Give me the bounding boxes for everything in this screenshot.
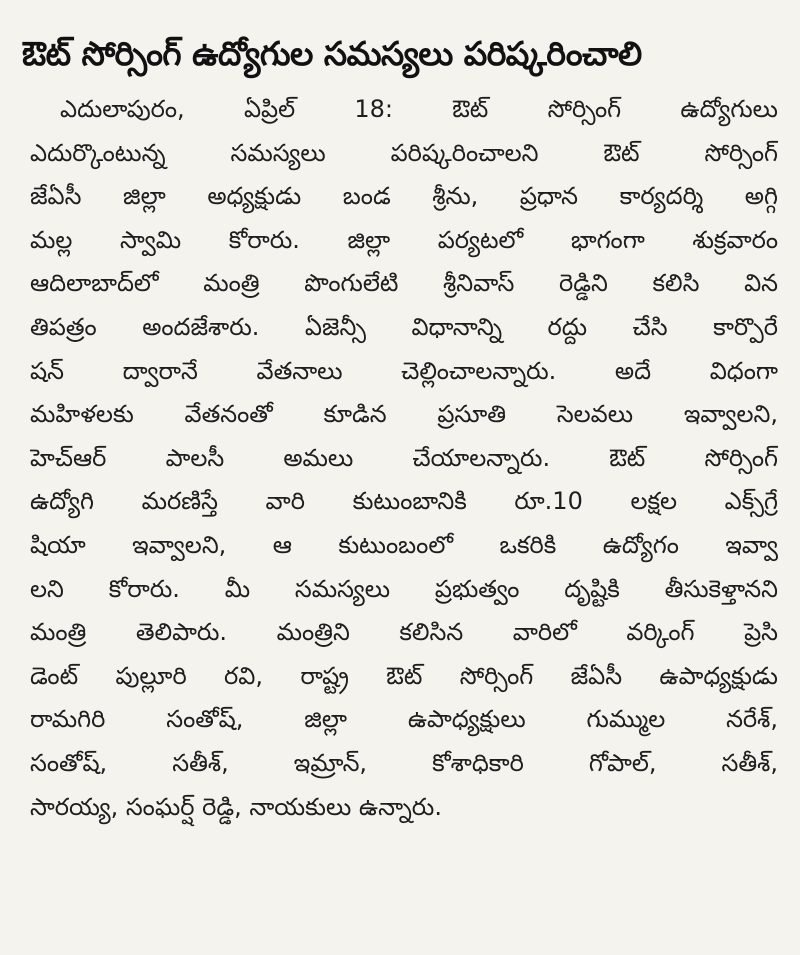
article-line: షియా ఇవ్వాలని, ఆ కుటుంబంలో ఒకరికి ఉద్యోగం ఇవ్వా <box>30 530 778 559</box>
article-line: మల్ల స్వామి కోరారు. జిల్లా పర్యటలో భాగంగా శుక్రవారం <box>30 225 778 254</box>
article-line: ఎదులాపురం, ఏప్రిల్ 18: ఔట్ సోర్సింగ్ ఉద్యోగులు <box>60 95 778 123</box>
article-line: హెచ్ఆర్ పాలసీ అమలు చేయాలన్నారు. ఔట్ సోర్సింగ్ <box>30 443 778 472</box>
article-line: ఉద్యోగి మరణిస్తే వారి కుటుంబానికి రూ.10 లక్షల ఎక్స్‌గ్రే <box>30 487 778 516</box>
article-line: సారయ్య, సంఘర్ష్ రెడ్డి, నాయకులు ఉన్నారు. <box>30 792 442 821</box>
article-line: లని కోరారు. మీ సమస్యలు ప్రభుత్వం దృష్టికి తీసుకెళ్తానని <box>30 574 778 603</box>
article-body <box>30 88 778 829</box>
article-line: మంత్రి తెలిపారు. మంత్రిని కలిసిన వారిలో వర్కింగ్ ప్రెసి <box>30 618 778 647</box>
article-line: రామగిరి సంతోష్, జిల్లా ఉపాధ్యక్షులు గుమ్ముల నరేశ్, <box>30 705 778 734</box>
cut-off-previous-text <box>0 0 800 12</box>
article-line: జేఏసీ జిల్లా అధ్యక్షుడు బండ శ్రీను, ప్రధాన కార్యదర్శి అగ్గి <box>30 182 778 211</box>
article-line: ఎదుర్కొంటున్న సమస్యలు పరిష్కరించాలని ఔట్ సోర్సింగ్ <box>30 138 778 167</box>
article-line: సంతోష్, సతీశ్, ఇమ్రాన్, కోశాధికారి గోపాల్, సతీశ్, <box>30 748 778 777</box>
headline: ఔట్ సోర్సింగ్ ఉద్యోగుల సమస్యలు పరిష్కరించాలి <box>22 34 642 73</box>
article-line: మహిళలకు వేతనంతో కూడిన ప్రసూతి సెలవలు ఇవ్వాలని, <box>30 400 778 429</box>
article-line: తిపత్రం అందజేశారు. ఏజెన్సీ విధానాన్ని రద్దు చేసి కార్పొరే <box>30 312 778 341</box>
article-line: షన్ ద్వారానే వేతనాలు చెల్లించాలన్నారు. అదే విధంగా <box>30 356 778 385</box>
article-line: డెంట్ పుల్లూరి రవి, రాష్ట్ర ఔట్ సోర్సింగ్ జేఏసీ ఉపాధ్యక్షుడు <box>30 661 778 690</box>
article-line: ఆదిలాబాద్‌లో మంత్రి పొంగులేటి శ్రీనివాస్ రెడ్డిని కలిసి విన <box>30 269 778 298</box>
